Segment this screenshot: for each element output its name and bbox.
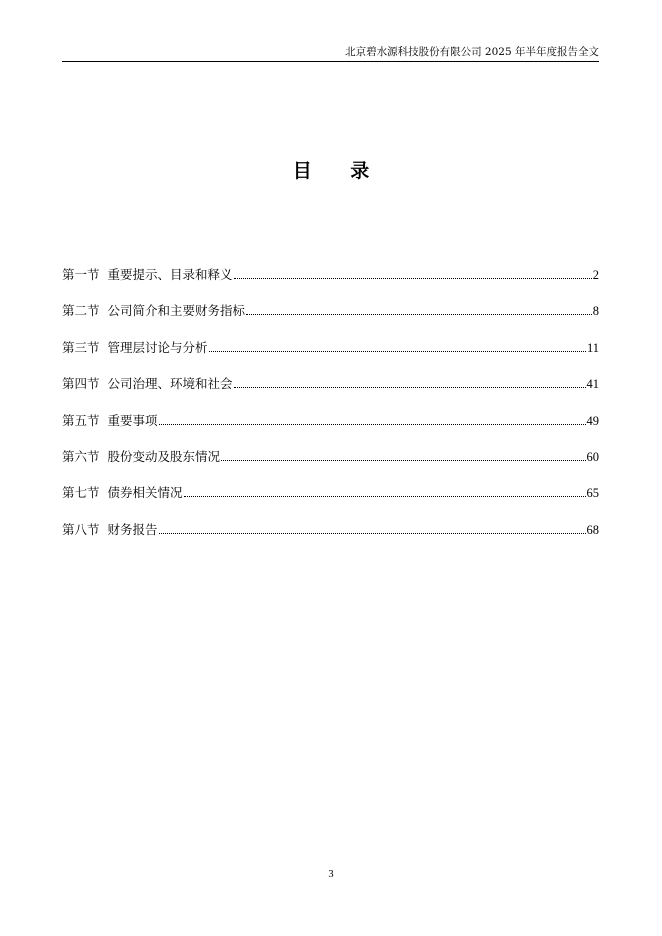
toc-section-number: 第七节	[62, 485, 100, 501]
toc-page-number: 65	[586, 486, 599, 501]
footer-page-number: 3	[328, 869, 334, 880]
toc-section-number: 第八节	[62, 521, 100, 537]
toc-entry-4[interactable]	[62, 373, 599, 395]
toc-page-number: 68	[586, 522, 599, 537]
running-header: 北京碧水源科技股份有限公司 2025 年半年度报告全文	[345, 46, 599, 58]
toc-dot-leader	[184, 496, 586, 497]
toc-section-number: 第六节	[62, 448, 100, 464]
toc-section-title: 公司治理、环境和社会	[107, 376, 233, 392]
toc-section-title: 股份变动及股东情况	[107, 448, 221, 464]
toc-entry-6[interactable]	[62, 446, 599, 468]
toc-section-title: 债券相关情况	[107, 485, 183, 501]
toc-dot-leader	[159, 533, 586, 534]
toc-section-title: 财务报告	[107, 521, 158, 537]
toc-page-number: 60	[586, 449, 599, 464]
toc-dot-leader	[221, 460, 585, 461]
toc-section-number: 第二节	[62, 303, 100, 319]
toc-entry-7[interactable]	[62, 482, 599, 504]
toc-section-number: 第四节	[62, 376, 100, 392]
toc-entry-5[interactable]	[62, 410, 599, 432]
toc-page-number: 11	[586, 340, 599, 355]
toc-page-number: 49	[586, 413, 599, 428]
toc-section-title: 重要提示、目录和释义	[107, 267, 233, 282]
toc-dot-leader	[209, 351, 586, 352]
toc-entry-1[interactable]	[62, 264, 599, 286]
toc-section-number: 第一节	[62, 267, 100, 282]
toc-dot-leader	[234, 278, 592, 279]
toc-page-number: 8	[592, 304, 599, 319]
toc-section-title: 重要事项	[107, 412, 158, 428]
page-title: 目 录	[292, 160, 386, 182]
toc-page-number: 2	[592, 268, 599, 282]
toc-entry-8[interactable]	[62, 519, 599, 541]
toc-section-title: 管理层讨论与分析	[107, 339, 208, 355]
toc-dot-leader	[234, 387, 586, 388]
toc-entry-2[interactable]	[62, 300, 599, 322]
toc-section-title: 公司简介和主要财务指标	[107, 303, 246, 319]
header-rule	[62, 61, 599, 62]
toc-section-number: 第三节	[62, 339, 100, 355]
toc-entry-3[interactable]	[62, 337, 599, 359]
toc-dot-leader	[159, 424, 586, 425]
toc-dot-leader	[246, 314, 592, 315]
table-of-contents	[62, 264, 599, 555]
toc-page-number: 41	[586, 377, 599, 392]
toc-section-number: 第五节	[62, 412, 100, 428]
